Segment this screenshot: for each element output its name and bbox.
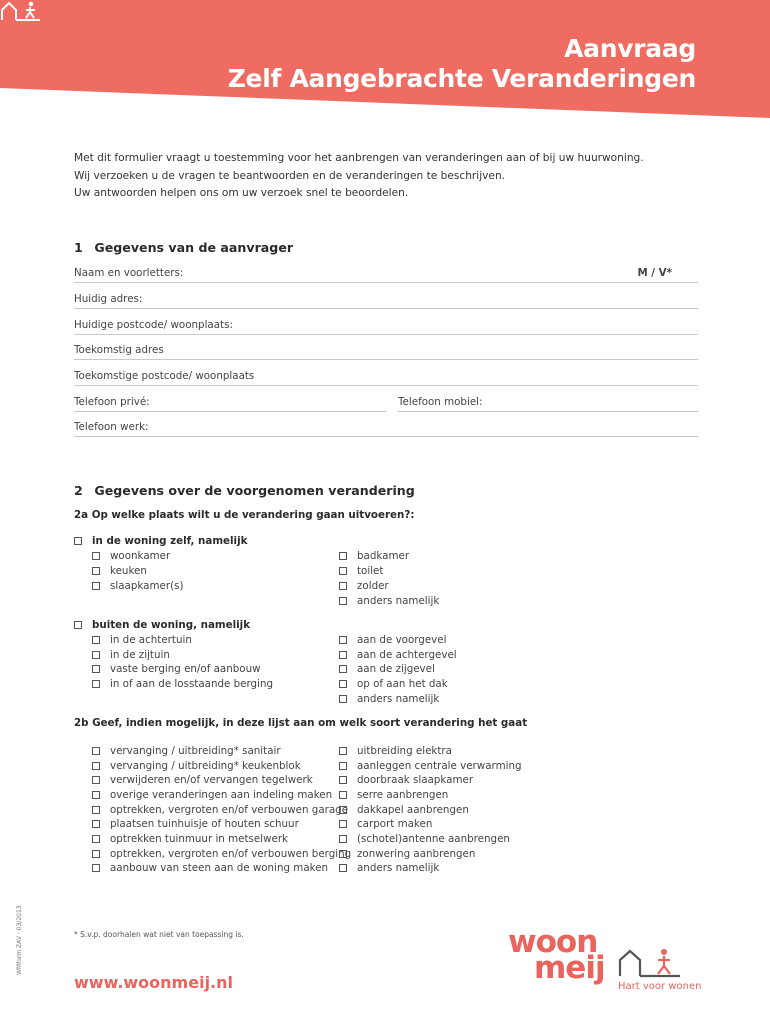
- checkbox-icon[interactable]: [339, 806, 347, 814]
- checkbox-option[interactable]: [339, 648, 457, 662]
- checkbox-option[interactable]: [339, 832, 510, 846]
- checkbox-label: optrekken, vergroten en/of verbouwen garage: [110, 804, 349, 816]
- website-link[interactable]: www.woonmeij.nl: [74, 973, 233, 992]
- checkbox-icon[interactable]: [339, 597, 347, 605]
- field-telefoon-prive[interactable]: [74, 390, 386, 412]
- checkbox-label: buiten de woning, namelijk: [92, 619, 251, 631]
- checkbox-option[interactable]: [92, 803, 348, 817]
- field-huidig-adres[interactable]: [74, 287, 698, 309]
- checkbox-icon[interactable]: [339, 791, 347, 799]
- checkbox-option[interactable]: [92, 773, 313, 787]
- checkbox-option[interactable]: [92, 788, 332, 802]
- checkbox-icon[interactable]: [339, 747, 347, 755]
- section-1-heading: [74, 240, 293, 255]
- field-label: Toekomstig adres: [74, 344, 164, 356]
- checkbox-label: aan de zijgevel: [357, 663, 435, 675]
- brand-word-2: meij: [534, 950, 605, 986]
- checkbox-icon[interactable]: [339, 582, 347, 590]
- section-1-number: 1: [74, 240, 83, 255]
- checkbox-icon[interactable]: [92, 651, 100, 659]
- checkbox-icon[interactable]: [339, 680, 347, 688]
- checkbox-icon[interactable]: [92, 762, 100, 770]
- checkbox-icon[interactable]: [339, 567, 347, 575]
- checkbox-option[interactable]: [339, 633, 446, 647]
- checkbox-option[interactable]: [92, 832, 288, 846]
- field-label: Toekomstige postcode/ woonplaats: [74, 370, 255, 382]
- form-code: WMform ZAV · 03/2013: [16, 905, 23, 975]
- checkbox-label: in of aan de losstaande berging: [110, 678, 274, 690]
- checkbox-option[interactable]: [339, 861, 439, 875]
- checkbox-icon[interactable]: [92, 552, 100, 560]
- section-2-number: 2: [74, 483, 83, 498]
- title-line-2: Zelf Aangebrachte Veranderingen: [227, 64, 696, 93]
- checkbox-option[interactable]: [339, 803, 469, 817]
- checkbox-option[interactable]: [92, 677, 273, 691]
- checkbox-icon[interactable]: [339, 665, 347, 673]
- checkbox-label: zonwering aanbrengen: [357, 848, 476, 860]
- checkbox-icon[interactable]: [92, 806, 100, 814]
- section-1-title: Gegevens van de aanvrager: [94, 240, 294, 255]
- question-2b: 2b Geef, indien mogelijk, in deze lijst aan om welk soort verandering het gaat: [74, 717, 528, 729]
- checkbox-option[interactable]: [92, 847, 351, 861]
- checkbox-in-woning[interactable]: [74, 534, 247, 548]
- field-label: Huidig adres:: [74, 293, 143, 305]
- checkbox-option[interactable]: [339, 692, 439, 706]
- checkbox-option[interactable]: [339, 788, 448, 802]
- checkbox-option[interactable]: [339, 677, 448, 691]
- checkbox-icon[interactable]: [92, 582, 100, 590]
- checkbox-option[interactable]: [339, 759, 522, 773]
- checkbox-icon[interactable]: [92, 776, 100, 784]
- checkbox-label: aanbouw van steen aan de woning maken: [110, 862, 329, 874]
- checkbox-option[interactable]: [92, 564, 147, 578]
- checkbox-label: slaapkamer(s): [110, 580, 184, 592]
- checkbox-option[interactable]: [92, 579, 183, 593]
- house-person-icon: [0, 0, 44, 24]
- checkbox-icon[interactable]: [92, 665, 100, 673]
- checkbox-option[interactable]: [92, 861, 328, 875]
- checkbox-icon[interactable]: [339, 776, 347, 784]
- checkbox-label: zolder: [357, 580, 389, 592]
- checkbox-label: dakkapel aanbrengen: [357, 804, 469, 816]
- intro-line: Wij verzoeken u de vragen te beantwoorden en de veranderingen te beschrijven.: [74, 169, 506, 182]
- checkbox-label: toilet: [357, 565, 384, 577]
- intro-line: Met dit formulier vraagt u toestemming voor het aanbrengen van veranderingen aan of bij uw huurwoning.: [74, 152, 644, 164]
- checkbox-icon[interactable]: [92, 567, 100, 575]
- checkbox-label: anders namelijk: [357, 862, 440, 874]
- checkbox-option[interactable]: [339, 564, 383, 578]
- checkbox-label: uitbreiding elektra: [357, 745, 452, 757]
- checkbox-option[interactable]: [92, 549, 170, 563]
- brand-tagline: Hart voor wonen: [618, 981, 702, 992]
- checkbox-label: anders namelijk: [357, 595, 440, 607]
- checkbox-icon[interactable]: [339, 695, 347, 703]
- checkbox-icon[interactable]: [92, 864, 100, 872]
- checkbox-label: (schotel)antenne aanbrengen: [357, 833, 510, 845]
- footnote: * S.v.p. doorhalen wat niet van toepassing is.: [74, 930, 244, 939]
- field-huidige-postcode[interactable]: [74, 313, 698, 335]
- checkbox-icon[interactable]: [339, 864, 347, 872]
- checkbox-label: in de achtertuin: [110, 634, 192, 646]
- section-2-title: Gegevens over de voorgenomen verandering: [94, 483, 415, 498]
- checkbox-icon[interactable]: [339, 850, 347, 858]
- checkbox-label: doorbraak slaapkamer: [357, 774, 474, 786]
- checkbox-icon[interactable]: [339, 820, 347, 828]
- checkbox-option[interactable]: [92, 633, 192, 647]
- field-label: Telefoon privé:: [74, 396, 150, 408]
- checkbox-option[interactable]: [92, 662, 261, 676]
- checkbox-icon[interactable]: [74, 621, 82, 629]
- section-2-heading: [74, 483, 415, 498]
- checkbox-label: woonkamer: [110, 550, 171, 562]
- checkbox-label: carport maken: [357, 818, 433, 830]
- checkbox-option[interactable]: [92, 648, 170, 662]
- checkbox-icon[interactable]: [92, 636, 100, 644]
- checkbox-label: plaatsen tuinhuisje of houten schuur: [110, 818, 299, 830]
- checkbox-label: overige veranderingen aan indeling maken: [110, 789, 333, 801]
- checkbox-label: vervanging / uitbreiding* keukenblok: [110, 760, 301, 772]
- checkbox-label: serre aanbrengen: [357, 789, 449, 801]
- checkbox-icon[interactable]: [339, 651, 347, 659]
- field-naam[interactable]: [74, 261, 698, 283]
- field-telefoon-mobiel[interactable]: [398, 390, 698, 412]
- page-title: [228, 34, 696, 94]
- gender-choice[interactable]: M / V*: [637, 267, 672, 279]
- checkbox-option[interactable]: [339, 549, 409, 563]
- checkbox-option[interactable]: [339, 773, 473, 787]
- header-banner: [0, 0, 770, 130]
- field-label: Huidige postcode/ woonplaats:: [74, 319, 233, 331]
- checkbox-label: op of aan het dak: [357, 678, 448, 690]
- checkbox-label: aanleggen centrale verwarming: [357, 760, 522, 772]
- checkbox-label: in de woning zelf, namelijk: [92, 535, 248, 547]
- brand-logo: [508, 926, 708, 996]
- checkbox-icon[interactable]: [92, 850, 100, 858]
- checkbox-option[interactable]: [92, 817, 299, 831]
- checkbox-icon[interactable]: [74, 537, 82, 545]
- checkbox-label: aan de achtergevel: [357, 649, 457, 661]
- field-toekomstige-postcode[interactable]: [74, 364, 698, 386]
- title-line-1: Aanvraag: [564, 34, 696, 63]
- checkbox-option[interactable]: [339, 817, 432, 831]
- checkbox-label: vaste berging en/of aanbouw: [110, 663, 261, 675]
- checkbox-icon[interactable]: [339, 552, 347, 560]
- checkbox-option[interactable]: [339, 847, 475, 861]
- checkbox-label: vervanging / uitbreiding* sanitair: [110, 745, 281, 757]
- checkbox-icon[interactable]: [339, 835, 347, 843]
- field-toekomstig-adres[interactable]: [74, 338, 698, 360]
- checkbox-icon[interactable]: [339, 636, 347, 644]
- field-label: Naam en voorletters:: [74, 267, 184, 279]
- checkbox-icon[interactable]: [92, 820, 100, 828]
- brand-word-1: woon: [508, 924, 598, 960]
- checkbox-icon[interactable]: [92, 747, 100, 755]
- checkbox-label: optrekken tuinmuur in metselwerk: [110, 833, 289, 845]
- checkbox-option[interactable]: [339, 579, 389, 593]
- checkbox-icon[interactable]: [92, 680, 100, 688]
- checkbox-label: optrekken, vergroten en/of verbouwen berging: [110, 848, 352, 860]
- checkbox-icon[interactable]: [92, 791, 100, 799]
- checkbox-icon[interactable]: [92, 835, 100, 843]
- checkbox-label: anders namelijk: [357, 693, 440, 705]
- checkbox-option[interactable]: [339, 744, 452, 758]
- checkbox-option[interactable]: [339, 594, 439, 608]
- checkbox-label: aan de voorgevel: [357, 634, 447, 646]
- field-telefoon-werk[interactable]: [74, 415, 698, 437]
- checkbox-label: keuken: [110, 565, 147, 577]
- checkbox-label: in de zijtuin: [110, 649, 170, 661]
- checkbox-option[interactable]: [339, 662, 435, 676]
- checkbox-label: verwijderen en/of vervangen tegelwerk: [110, 774, 313, 786]
- intro-text: [74, 150, 714, 203]
- checkbox-option[interactable]: [92, 744, 281, 758]
- field-label: Telefoon mobiel:: [398, 396, 483, 408]
- intro-line: Uw antwoorden helpen ons om uw verzoek snel te beoordelen.: [74, 187, 409, 199]
- checkbox-icon[interactable]: [339, 762, 347, 770]
- question-2a: 2a Op welke plaats wilt u de verandering gaan uitvoeren?:: [74, 509, 415, 521]
- checkbox-label: badkamer: [357, 550, 410, 562]
- checkbox-option[interactable]: [92, 759, 301, 773]
- house-person-icon: [618, 946, 682, 978]
- field-label: Telefoon werk:: [74, 421, 149, 433]
- checkbox-buiten-woning[interactable]: [74, 618, 250, 632]
